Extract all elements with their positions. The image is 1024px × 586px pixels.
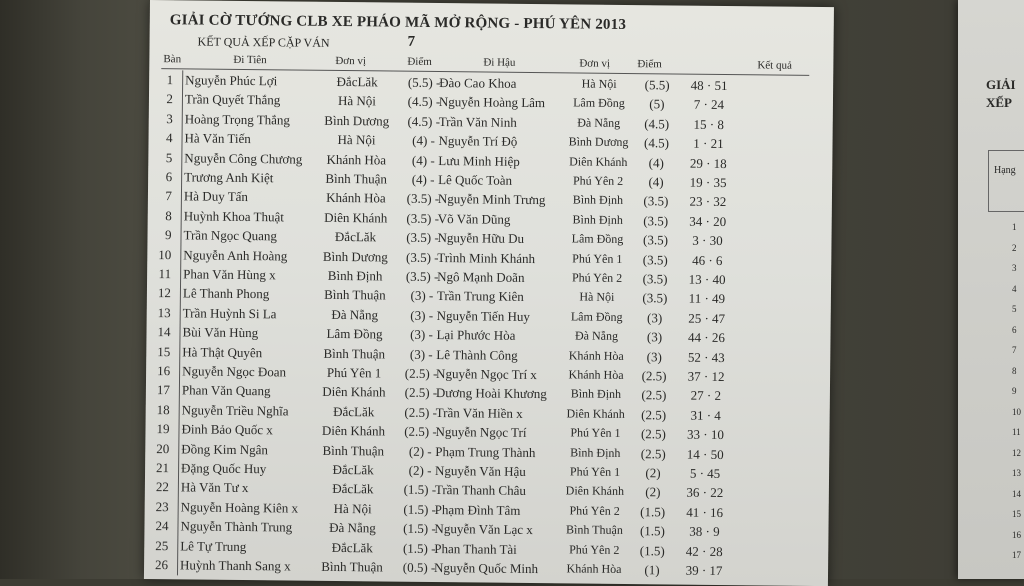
first-points-cell: (2) - (408, 443, 432, 459)
second-player-cell: Trần Thanh Châu (434, 482, 526, 499)
first-unit-cell: ĐắcLăk (334, 229, 377, 245)
rank-number: 4 (1012, 283, 1017, 294)
first-player-cell: Lê Tự Trung (180, 537, 247, 554)
result-cell: 3 · 30 (692, 232, 723, 249)
result-cell: 42 · 28 (685, 543, 723, 559)
first-points-cell: (2.5) - (404, 404, 438, 420)
first-points-cell: (3) - (410, 307, 434, 323)
first-unit-cell: Khánh Hòa (326, 190, 386, 206)
first-player-cell: Hà Văn Tiến (184, 130, 251, 147)
first-player-cell: Nguyễn Triều Nghĩa (181, 402, 289, 419)
first-unit-cell: Hà Nội (337, 93, 376, 109)
second-points-cell: (3.5) (643, 212, 669, 229)
first-points-cell: (4) - (412, 132, 435, 149)
first-player-cell: Phan Văn Quang (181, 382, 271, 399)
first-points-cell: (1.5) - (403, 520, 436, 537)
table-no-cell: 21 (156, 460, 170, 476)
first-player-cell: Nguyễn Anh Hoàng (183, 246, 288, 264)
first-points-cell: (2.5) - (404, 365, 438, 382)
second-unit-cell: Hà Nội (579, 289, 615, 305)
second-unit-cell: Diên Khánh (565, 483, 625, 499)
first-unit-cell: Bình Thuận (324, 287, 386, 303)
result-cell: 33 · 10 (686, 426, 724, 443)
first-points-cell: (2) - (408, 462, 432, 478)
second-unit-cell: Bình Định (572, 212, 623, 227)
first-unit-cell: Đà Nẵng (331, 306, 379, 323)
first-player-cell: Hà Thật Quyên (182, 343, 263, 360)
table-no-cell: 6 (165, 169, 173, 185)
second-unit-cell: Đà Nẵng (574, 328, 619, 344)
second-player-cell: Nguyễn Hữu Du (437, 230, 525, 247)
second-unit-cell: Phú Yên 1 (572, 251, 623, 266)
rank-number: 17 (1012, 550, 1021, 560)
rank-number: 16 (1012, 529, 1021, 540)
second-unit-cell: Hà Nội (581, 76, 617, 91)
table-no-cell: 2 (166, 91, 174, 107)
second-points-cell: (1) (644, 562, 660, 578)
second-points-cell: (2.5) (641, 406, 667, 423)
table-no-cell: 7 (165, 188, 173, 204)
second-unit-cell: Bình Thuận (566, 522, 623, 538)
col-header-diem-1: Điểm (407, 55, 432, 68)
first-unit-cell: Bình Thuận (325, 170, 387, 187)
first-player-cell: Nguyễn Ngọc Đoan (182, 363, 287, 380)
first-points-cell: (1.5) - (403, 482, 437, 498)
col-header-don-vi-1: Đơn vị (335, 54, 367, 68)
first-points-cell: (3.5) - (405, 268, 439, 285)
second-points-cell: (2) (645, 484, 661, 500)
first-unit-cell: Bình Thuận (321, 558, 383, 575)
result-cell: 14 · 50 (686, 446, 724, 462)
round-number: 7 (407, 33, 416, 50)
second-points-cell: (5.5) (644, 77, 670, 93)
first-unit-cell: Diên Khánh (321, 423, 386, 439)
standings-hang-label: Hạng (994, 165, 1016, 176)
result-cell: 25 · 47 (688, 310, 726, 326)
table-no-cell: 17 (156, 382, 170, 398)
second-player-cell: Nguyễn Minh Trưng (437, 191, 546, 208)
second-player-cell: Nguyễn Quốc Minh (433, 560, 539, 577)
second-unit-cell: Diên Khánh (569, 153, 628, 169)
standings-header-box (988, 150, 1024, 212)
second-points-cell: (3.5) (642, 251, 668, 268)
first-unit-cell: Lâm Đồng (326, 326, 383, 342)
first-points-cell: (4) - (411, 171, 435, 187)
result-cell: 46 · 6 (692, 252, 723, 268)
first-unit-cell: Diên Khánh (324, 209, 388, 226)
first-points-cell: (3) - (410, 288, 434, 304)
second-player-cell: Trần Văn Hiền x (435, 404, 523, 421)
second-points-cell: (4) (648, 154, 664, 170)
first-player-cell: Hà Văn Tư x (180, 479, 249, 496)
table-no-cell: 11 (158, 266, 172, 282)
first-points-cell: (2.5) - (404, 385, 438, 401)
first-player-cell: Trần Ngọc Quang (183, 227, 278, 244)
first-player-cell: Trương Anh Kiệt (184, 169, 274, 186)
first-points-cell: (3.5) - (405, 249, 439, 265)
first-player-cell: Huỳnh Khoa Thuật (183, 208, 284, 225)
standings-title-line2: XẾP (986, 95, 1012, 110)
col-header-ban: Bàn (163, 53, 182, 66)
result-cell: 1 · 21 (693, 135, 724, 152)
table-no-cell: 19 (156, 421, 170, 437)
second-points-cell: (2.5) (641, 387, 667, 403)
second-unit-cell: Diên Khánh (566, 406, 625, 421)
first-player-cell: Lê Thanh Phong (182, 285, 270, 302)
second-player-cell: Phạm Đình Tâm (434, 501, 521, 518)
second-player-cell: Đào Cao Khoa (439, 75, 517, 91)
first-points-cell: (4.5) - (407, 94, 441, 110)
rank-number: 11 (1012, 427, 1021, 437)
second-points-cell: (3.5) (642, 271, 668, 287)
second-unit-cell: Lâm Đồng (570, 309, 623, 324)
result-cell: 37 · 12 (687, 368, 725, 385)
first-unit-cell: ĐắcLăk (332, 481, 374, 497)
result-cell: 11 · 49 (688, 291, 726, 307)
first-player-cell: Đặng Quốc Huy (181, 460, 267, 477)
second-player-cell: Trần Trung Kiên (436, 288, 524, 305)
result-cell: 52 · 43 (687, 349, 725, 365)
table-no-cell: 13 (157, 304, 171, 321)
second-unit-cell: Khánh Hòa (568, 367, 624, 382)
result-cell: 5 · 45 (689, 465, 721, 481)
rank-number: 13 (1012, 468, 1021, 478)
second-unit-cell: Phú Yên 2 (569, 542, 620, 557)
col-header-ket-qua: Kết quả (757, 59, 792, 72)
second-unit-cell: Bình Định (570, 445, 621, 460)
first-points-cell: (3.5) - (406, 191, 440, 207)
rank-number: 2 (1012, 242, 1017, 253)
second-points-cell: (2.5) (641, 368, 667, 384)
second-player-cell: Trình Minh Khánh (437, 249, 536, 266)
first-points-cell: (1.5) - (403, 501, 437, 517)
table-no-cell: 26 (155, 557, 169, 573)
table-no-cell: 25 (155, 537, 169, 553)
first-player-cell: Nguyễn Thành Trung (180, 518, 293, 535)
result-cell: 15 · 8 (693, 116, 724, 132)
table-no-cell: 20 (156, 440, 170, 456)
second-points-cell: (3.5) (642, 232, 669, 248)
first-points-cell: (3.5) - (406, 210, 440, 226)
first-player-cell: Nguyễn Công Chương (184, 149, 303, 167)
table-no-cell: 5 (165, 149, 173, 165)
result-cell: 23 · 32 (689, 194, 727, 210)
second-unit-cell: Phú Yên 2 (572, 173, 624, 188)
second-unit-cell: Phú Yên 2 (569, 503, 620, 518)
second-unit-cell: Khánh Hòa (568, 347, 624, 363)
table-no-cell: 3 (166, 110, 173, 127)
second-player-cell: Lê Quốc Toàn (438, 172, 513, 188)
first-unit-cell: ĐắcLăk (333, 403, 375, 420)
table-no-cell: 23 (155, 498, 169, 515)
result-cell: 36 · 22 (686, 485, 724, 501)
col-header-di-hau: Đi Hậu (483, 56, 516, 69)
first-points-cell: (2.5) - (404, 423, 437, 440)
second-unit-cell: Đà Nẵng (577, 115, 621, 130)
first-player-cell: Trần Quyết Thắng (184, 91, 281, 108)
rank-number: 10 (1012, 406, 1021, 417)
second-points-cell: (3.5) (643, 193, 669, 209)
standings-title-line1: GIẢI (986, 77, 1016, 92)
result-cell: 27 · 2 (690, 388, 722, 404)
pairing-sheet (144, 0, 834, 586)
result-cell: 29 · 18 (689, 155, 727, 171)
rank-number: 1 (1012, 222, 1017, 232)
first-unit-cell: Khánh Hòa (326, 151, 387, 168)
table-no-cell: 16 (157, 363, 171, 379)
first-points-cell: (4.5) - (407, 113, 441, 129)
first-unit-cell: Bình Thuận (323, 345, 386, 362)
second-player-cell: Phạm Trung Thành (435, 443, 536, 460)
first-unit-cell: Hà Nội (333, 500, 372, 517)
first-unit-cell: ĐắcLăk (331, 539, 373, 555)
table-no-cell: 10 (158, 246, 172, 262)
second-player-cell: Nguyễn Trí Độ (438, 133, 518, 150)
second-points-cell: (3) (646, 329, 663, 345)
table-no-cell: 15 (157, 343, 171, 359)
second-player-cell: Võ Văn Dũng (437, 210, 511, 227)
second-points-cell: (1.5) (639, 542, 665, 559)
result-cell: 39 · 17 (685, 562, 723, 579)
table-no-cell: 1 (166, 72, 174, 88)
second-player-cell: Trần Văn Ninh (438, 113, 517, 130)
second-points-cell: (3.5) (642, 290, 668, 306)
second-player-cell: Nguyễn Tiến Huy (436, 307, 530, 324)
first-points-cell: (1.5) - (402, 540, 436, 556)
second-points-cell: (2.5) (640, 426, 667, 442)
col-header-diem-2: Điểm (637, 58, 662, 71)
rank-number: 15 (1012, 509, 1021, 519)
rank-number: 3 (1012, 263, 1017, 273)
second-points-cell: (3) (646, 348, 662, 364)
first-unit-cell: Bình Dương (324, 112, 390, 129)
first-points-cell: (0.5) - (402, 559, 436, 576)
table-no-cell: 22 (155, 479, 169, 495)
second-unit-cell: Lâm Đồng (573, 95, 625, 111)
result-cell: 48 · 51 (690, 77, 728, 94)
second-points-cell: (4.5) (643, 135, 670, 151)
second-player-cell: Lưu Minh Hiệp (438, 152, 520, 169)
second-unit-cell: Phú Yên 1 (569, 464, 621, 479)
first-unit-cell: Diên Khánh (322, 384, 386, 400)
table-no-cell: 14 (157, 324, 171, 340)
first-player-cell: Hoàng Trọng Thắng (184, 111, 291, 128)
table-no-cell: 8 (165, 207, 172, 224)
table-no-cell: 18 (156, 401, 170, 418)
rank-number: 14 (1012, 488, 1021, 499)
standings-title (986, 76, 1016, 112)
second-player-cell: Lại Phước Hòa (436, 327, 516, 344)
result-cell: 13 · 40 (688, 271, 726, 288)
table-no-cell: 4 (165, 130, 173, 146)
rank-number: 8 (1012, 365, 1017, 376)
second-player-cell: Nguyễn Ngọc Trí (435, 424, 527, 441)
result-cell: 44 · 26 (687, 329, 725, 346)
second-player-cell: Nguyễn Hoàng Lâm (438, 94, 546, 111)
result-cell: 7 · 24 (693, 97, 725, 113)
first-player-cell: Huỳnh Thanh Sang x (180, 557, 291, 574)
first-player-cell: Nguyễn Hoàng Kiên x (180, 499, 299, 516)
result-cell: 34 · 20 (689, 213, 727, 229)
result-cell: 41 · 16 (686, 504, 724, 520)
first-player-cell: Đinh Bảo Quốc x (181, 421, 273, 438)
second-points-cell: (1.5) (640, 503, 666, 520)
first-unit-cell: Bình Thuận (322, 442, 385, 459)
standings-sheet (958, 0, 1024, 579)
first-player-cell: Trần Huỳnh Si La (182, 305, 277, 322)
second-unit-cell: Khánh Hòa (566, 561, 622, 576)
rank-number: 12 (1012, 447, 1021, 458)
table-no-cell: 9 (164, 227, 172, 243)
first-points-cell: (5.5) - (407, 74, 441, 91)
first-unit-cell: ĐắcLăk (336, 73, 378, 90)
second-player-cell: Nguyễn Ngọc Trí x (436, 366, 537, 383)
first-unit-cell: ĐắcLăk (332, 461, 374, 478)
first-unit-cell: Phú Yên 1 (326, 364, 382, 381)
second-player-cell: Ngô Mạnh Doãn (437, 269, 525, 285)
second-player-cell: Dương Hoài Khương (435, 385, 547, 402)
rank-number: 6 (1012, 324, 1017, 335)
first-points-cell: (3) - (410, 326, 433, 343)
second-player-cell: Nguyễn Văn Lạc x (434, 521, 533, 538)
first-unit-cell: Hà Nội (337, 132, 376, 148)
second-points-cell: (2) (645, 465, 661, 481)
second-unit-cell: Lâm Đồng (571, 231, 624, 247)
rank-number: 5 (1012, 304, 1017, 314)
second-points-cell: (2.5) (640, 445, 666, 462)
second-points-cell: (5) (649, 96, 665, 112)
second-player-cell: Phan Thanh Tài (434, 540, 517, 557)
first-points-cell: (4) - (411, 152, 435, 168)
sheet-title: GIẢI CỜ TƯỚNG CLB XE PHÁO MÃ MỞ RỘNG - PHÚ YÊN 2013 (169, 12, 627, 33)
sheet-subtitle: KẾT QUẢ XẾP CẶP VÁN (197, 34, 330, 50)
first-player-cell: Bùi Văn Hùng (182, 324, 259, 341)
second-points-cell: (1.5) (639, 523, 665, 539)
second-points-cell: (4.5) (644, 115, 670, 132)
result-cell: 38 · 9 (689, 523, 720, 540)
table-no-cell: 12 (157, 285, 172, 301)
second-unit-cell: Bình Định (570, 386, 622, 402)
col-header-don-vi-2: Đơn vị (579, 57, 610, 70)
first-unit-cell: Bình Định (327, 267, 383, 284)
second-player-cell: Nguyễn Văn Hậu (435, 463, 526, 479)
result-cell: 31 · 4 (690, 407, 721, 423)
second-points-cell: (3) (647, 310, 663, 326)
second-unit-cell: Bình Dương (568, 134, 629, 150)
second-player-cell: Lê Thành Công (436, 346, 518, 363)
first-player-cell: Hà Duy Tấn (183, 188, 249, 205)
first-points-cell: (3.5) - (406, 229, 439, 246)
first-player-cell: Nguyễn Phúc Lợi (185, 72, 278, 89)
second-unit-cell: Phú Yên 1 (570, 425, 621, 441)
second-unit-cell: Bình Định (572, 192, 624, 208)
second-points-cell: (4) (648, 174, 664, 190)
col-header-di-tien: Đi Tiên (233, 53, 267, 67)
first-points-cell: (3) - (409, 346, 433, 362)
first-unit-cell: Đà Nẵng (329, 520, 376, 536)
rank-number: 7 (1012, 345, 1017, 355)
second-unit-cell: Phú Yên 2 (571, 270, 623, 285)
first-player-cell: Đồng Kim Ngân (181, 440, 269, 457)
first-unit-cell: Bình Dương (322, 248, 388, 265)
rank-number: 9 (1012, 386, 1017, 396)
first-player-cell: Phan Văn Hùng x (183, 266, 276, 283)
table-no-cell: 24 (155, 518, 169, 534)
result-cell: 19 · 35 (689, 174, 727, 191)
